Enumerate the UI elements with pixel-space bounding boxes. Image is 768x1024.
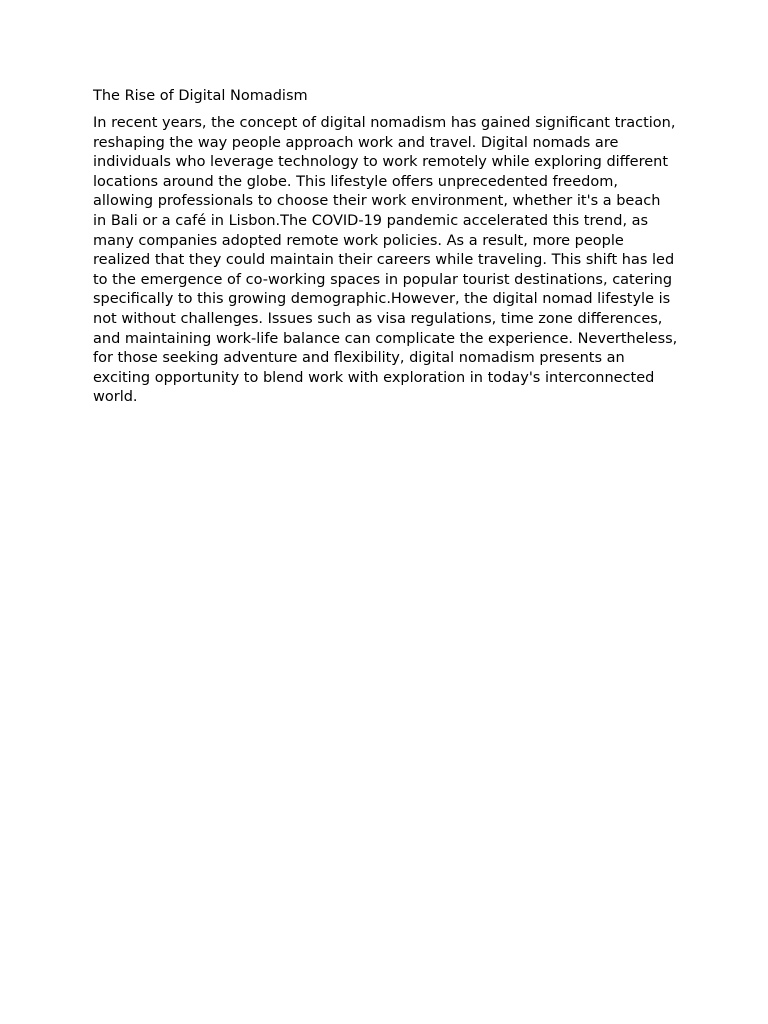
- document-page: [93, 86, 678, 408]
- document-title: The Rise of Digital Nomadism: [93, 88, 308, 104]
- document-body-paragraph: In recent years, the concept of digital nomadism has gained significant traction, reshaping the way people approach work and travel. Digital nomads are individuals who leverage technology to work remotely while exploring different locations around the globe. This lifestyle offers unprecedented freedom, allowing professionals to choose their work environment, whether it's a beach in Bali or a café in Lisbon.The COVID-19 pandemic accelerated this trend, as many companies adopted remote work policies. As a result, more people realized that they could maintain their careers while traveling. This shift has led to the emergence of co-working spaces in popular tourist destinations, catering specifically to this growing demographic.However, the digital nomad lifestyle is not without challenges. Issues such as visa regulations, time zone differences, and maintaining work-life balance can complicate the experience. Nevertheless, for those seeking adventure and flexibility, digital nomadism presents an exciting opportunity to blend work with exploration in today's interconnected world.: [93, 115, 678, 406]
